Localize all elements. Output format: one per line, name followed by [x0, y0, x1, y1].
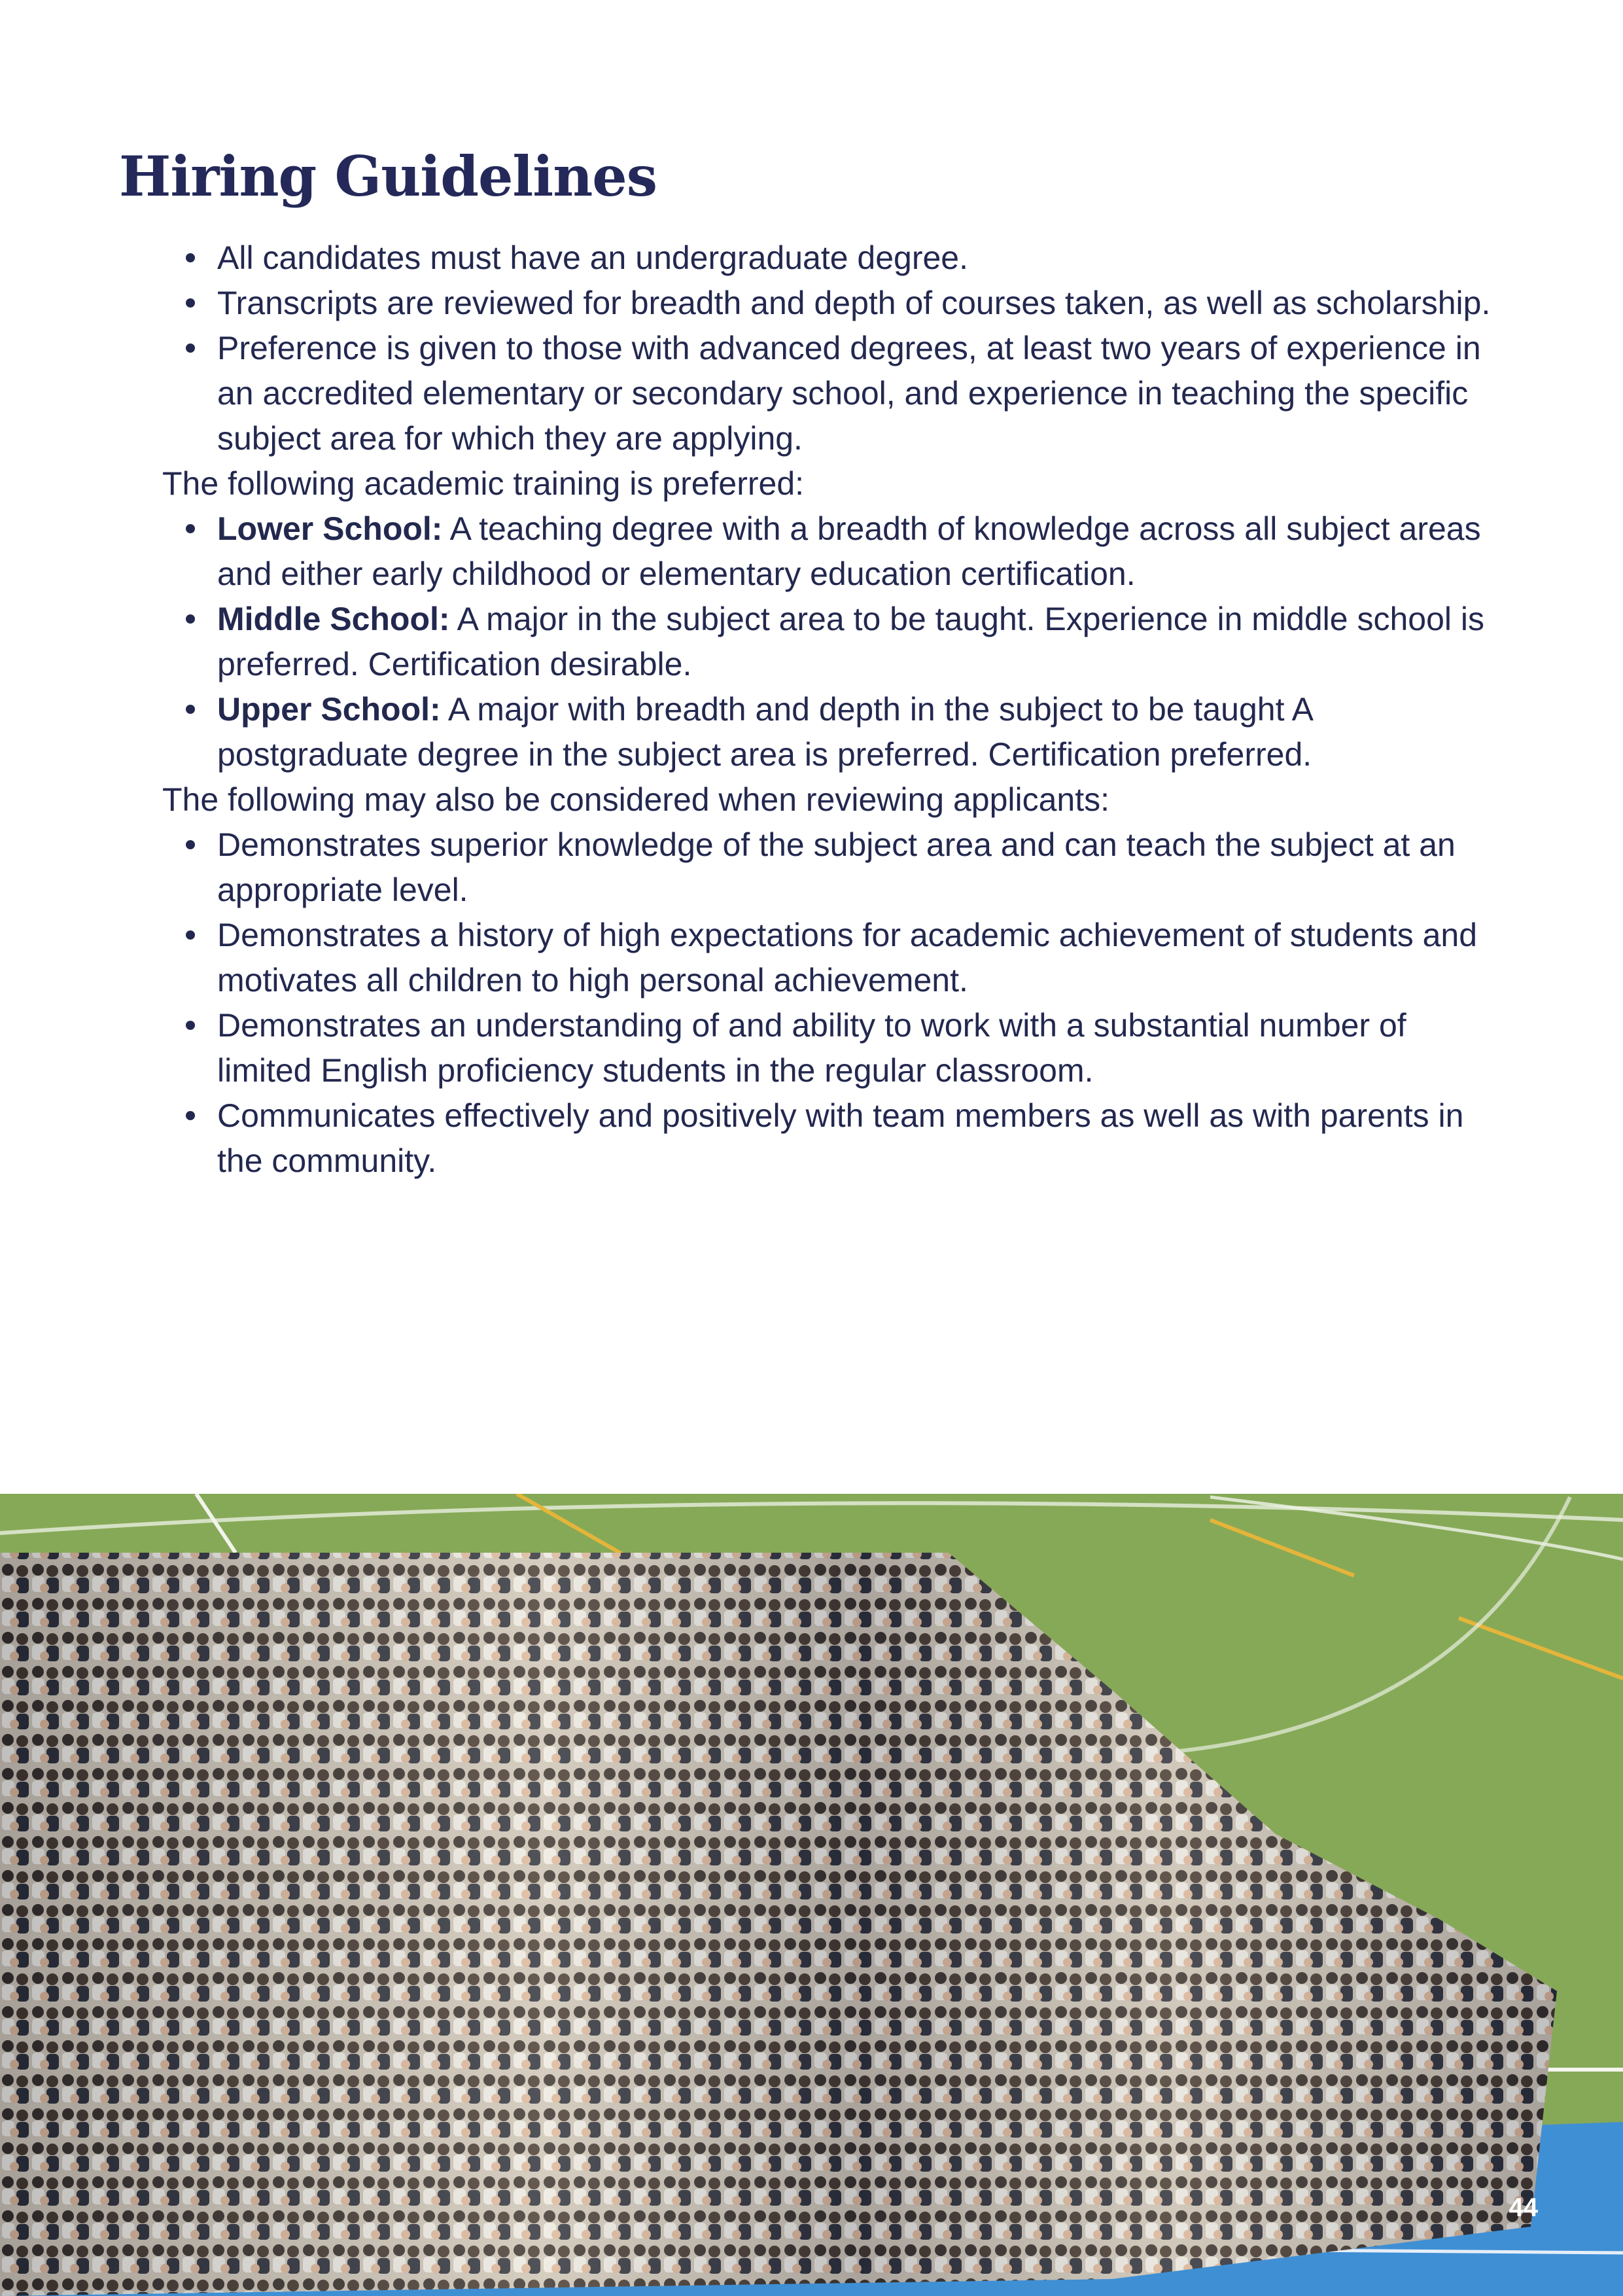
training-label: Upper School: [217, 691, 441, 728]
list-item: Demonstrates superior knowledge of the subject area and can teach the subject at an appropriate level. [217, 822, 1493, 913]
field-illustration [0, 1494, 1623, 2296]
group-photo [0, 1494, 1623, 2296]
page-number: 44 [1509, 2193, 1538, 2222]
list-item [217, 687, 1493, 777]
list-item: Communicates effectively and positively with team members as well as with parents in the community. [217, 1093, 1493, 1184]
considered-list [0, 822, 1493, 1184]
considered-intro: The following may also be considered when reviewing applicants: [162, 781, 1110, 818]
list-item: Demonstrates a history of high expectations for academic achievement of students and motivates all children to high personal achievement. [217, 913, 1493, 1003]
list-item [217, 597, 1493, 687]
training-label: Lower School: [217, 510, 443, 547]
content-body [0, 236, 1623, 1184]
list-item [217, 506, 1493, 597]
page-title: Hiring Guidelines [119, 144, 657, 209]
list-item: Transcripts are reviewed for breadth and depth of courses taken, as well as scholarship. [217, 281, 1493, 326]
training-intro: The following academic training is preferred: [162, 465, 805, 502]
training-text: A major with breadth and depth in the subject to be taught A postgraduate degree in the subject area is preferred. Certification preferred. [217, 691, 1312, 773]
training-label: Middle School: [217, 601, 450, 637]
training-list [0, 506, 1493, 777]
training-text: A teaching degree with a breadth of knowledge across all subject areas and either early childhood or elementary education certification. [217, 510, 1481, 592]
list-item: All candidates must have an undergraduate degree. [217, 236, 1493, 281]
training-text: A major in the subject area to be taught. Experience in middle school is preferred. Certification desirable. [217, 601, 1485, 682]
list-item: Preference is given to those with advanced degrees, at least two years of experience in an accredited elementary or secondary school, and experience in teaching the specific subject area for which they are applying. [217, 326, 1493, 461]
requirements-list [0, 236, 1493, 461]
list-item: Demonstrates an understanding of and ability to work with a substantial number of limited English proficiency students in the regular classroom. [217, 1003, 1493, 1093]
